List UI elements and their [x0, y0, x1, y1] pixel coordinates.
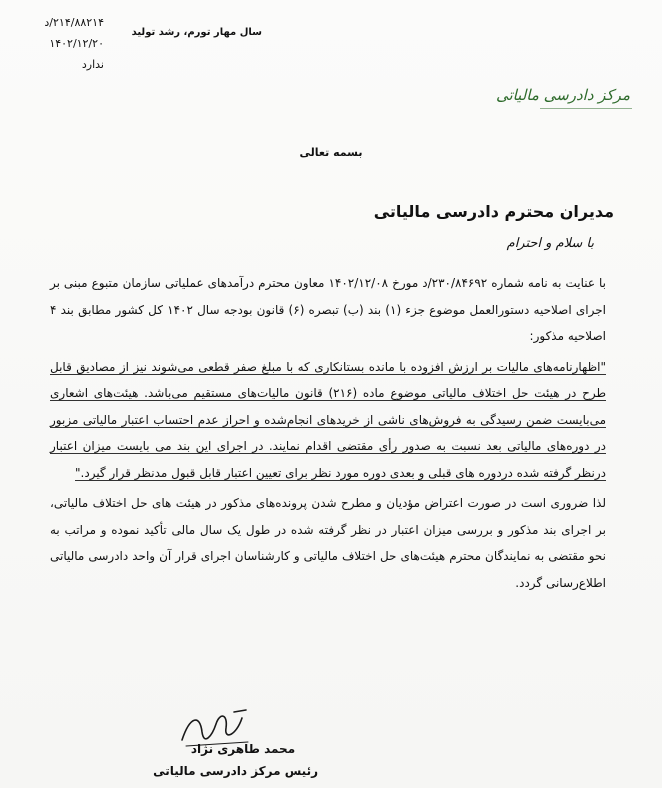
letter-number: ۲۱۴/۸۸۲۱۴/د: [44, 16, 104, 29]
year-slogan: سال مهار تورم، رشد تولید: [131, 27, 262, 38]
organization-logo: مرکز دادرسی مالیاتی: [495, 86, 630, 104]
basmala: بسمه تعالی: [299, 146, 363, 159]
logo-underline: [540, 108, 632, 109]
greeting: با سلام و احترام: [506, 236, 594, 251]
paragraph-intro: با عنایت به نامه شماره ۲۳۰/۸۴۶۹۲/د مورخ ۱۴۰۲/۱۲/۰۸ معاون محترم درآمدهای عملیاتی سازمان متبوع مبنی بر اجرای اصلاحیه دستورالعمل موضوع جزء (۱) بند (ب) تبصره (۶) قانون بودجه سال ۱۴۰۲ کل کشور مطابق بند ۴ اصلاحیه مذکور:: [50, 276, 607, 343]
paragraph-instruction: لذا ضروری است در صورت اعتراض مؤدیان و مطرح شدن پرونده‌های مذکور در هیئت های حل اختلاف مالیاتی، بر اجرای بند مذکور و بررسی میزان اعتبار در نظر گرفته شده در طول یک سال مالی تأکید نموده و مراتب به نحو مقتضی به نمایندگان محترم هیئت‌های حل اختلاف مالیاتی و کارشناسان اجرای قرار آن واحد دادرسی مالیاتی اطلاع‌رسانی گردد.: [50, 496, 606, 590]
letter-attachment: ندارد: [81, 58, 104, 71]
addressee: مدیران محترم دادرسی مالیاتی: [373, 202, 614, 221]
signatory-title: رئیس مرکز دادرسی مالیاتی: [153, 764, 318, 778]
quoted-clause: "اظهارنامه‌های مالیات بر ارزش افزوده با مانده بستانکاری که با مبلغ صفر قطعی می‌شوند نیز از مصادیق قابل طرح در هیئت حل اختلاف مالیاتی موضوع ماده (۲۱۶) قانون مالیات‌های مستقیم می‌باشد. هیئت‌های اشعاری می‌بایست ضمن رسیدگی به فروش‌های ناشی از خریدهای انجام‌شده و احراز عدم احتساب اعتبار مالیاتی مزبور در دوره‌های مالیاتی بعد نسبت به صدور رأی مقتضی اقدام نمایند. در اجرای این بند می بایست میزان اعتبار درنظر گرفته شده دردوره های قبلی و بعدی دوره مورد نظر برای تعیین اعتبار قابل قبول مدنظر قرار گیرد.": [50, 359, 606, 480]
signatory-name: محمد طاهری نژاد: [190, 742, 296, 756]
paragraph-quote: [50, 354, 606, 487]
letter-date: ۱۴۰۲/۱۲/۲۰: [49, 37, 104, 50]
letter-meta: [14, 12, 104, 75]
letter-body: [50, 270, 606, 600]
